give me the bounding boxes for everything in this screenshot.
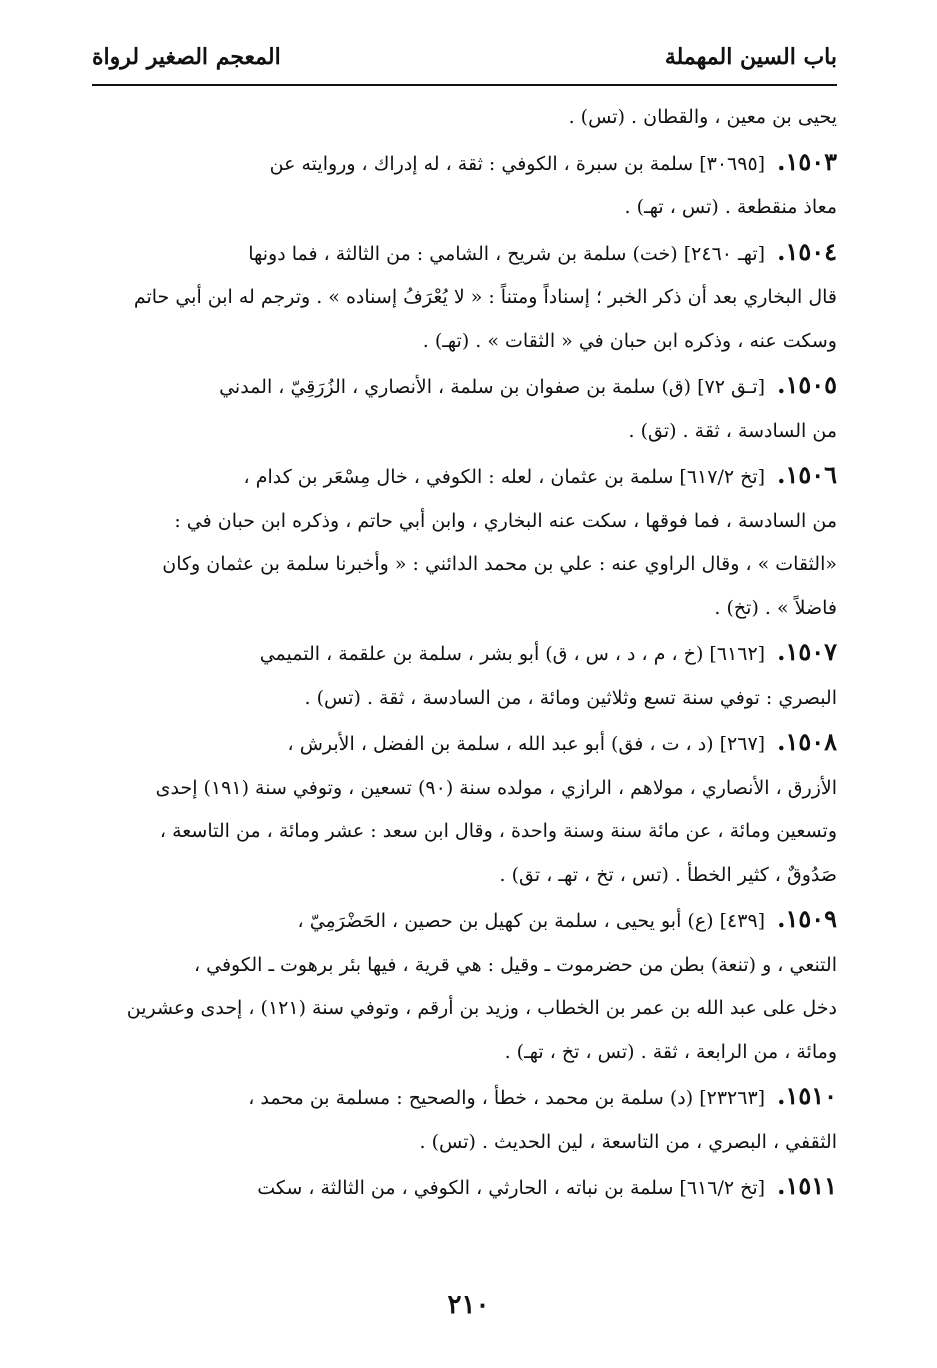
entry-1511 [96,1164,837,1211]
chapter-title: باب السين المهملة [664,44,837,70]
entry-number: ١٥٠٥. [777,370,837,399]
text-line: من السادسة ، فما فوقها ، سكت عنه البخاري ، وابن أبي حاتم ، وذكره ابن حبان في : [174,509,837,532]
entry-number: ١٥١٠. [777,1081,837,1110]
text-line: [٢٣٢٦٣] (د) سلمة بن محمد ، خطأ ، والصحيح : مسلمة بن محمد ، [248,1087,766,1109]
text-line: من السادسة ، ثقة . (تق) . [628,419,837,442]
entry-1503 [96,140,837,187]
entry-number: ١٥٠٦. [777,460,837,489]
text-line: ومائة ، من الرابعة ، ثقة . (تس ، تخ ، تهـ) . [504,1040,837,1063]
text-line: [تهـ ٢٤٦٠] (خت) سلمة بن شريح ، الشامي : من الثالثة ، فما دونها [248,242,766,265]
text-line: [٦١٦٢] (خ ، م ، د ، س ، ق) أبو بشر ، سلمة بن علقمة ، التميمي [259,643,766,665]
entry-number: ١٥٠٩. [777,904,837,933]
text-line: [٤٣٩] (ع) أبو يحيى ، سلمة بن كهيل بن حصين ، الحَضْرَمِيّ ، [297,910,766,932]
entry-1504 [96,230,837,277]
text-line: [٣٠٦٩٥] سلمة بن سبرة ، الكوفي : ثقة ، له إدراك ، وروايته عن [269,152,766,175]
text-line: البصري : توفي سنة تسع وثلاثين ومائة ، من السادسة ، ثقة . (تس) . [304,686,837,709]
entry-1508 [96,720,837,767]
text-line: صَدُوقٌ ، كثير الخطأ . (تس ، تخ ، تهـ ، تق) . [499,863,837,886]
text-line: فاضلاً » . (تخ) . [714,596,837,619]
entry-1505 [96,363,837,410]
entry-number: ١٥٠٧. [777,637,837,666]
entry-1506 [96,453,837,500]
entry-number: ١٥٠٤. [777,236,837,266]
page-body [96,96,837,1211]
text-line: «الثقات » ، وقال الراوي عنه : علي بن محمد الدائني : « وأخبرنا سلمة بن عثمان وكان [162,553,837,575]
text-line: دخل على عبد الله بن عمر بن الخطاب ، وزيد بن أرقم ، وتوفي سنة (١٢١) ، إحدى وعشرين [126,997,837,1019]
text-line: وتسعين ومائة ، عن مائة سنة وسنة واحدة ، وقال ابن سعد : عشر ومائة ، من التاسعة ، [159,820,837,842]
entry-number: ١٥٠٣. [777,146,837,176]
text-line: الأزرق ، الأنصاري ، مولاهم ، الرازي ، مولده سنة (٩٠) تسعين ، وتوفي سنة (١٩١) إحدى [155,776,837,799]
book-title: المعجم الصغير لرواة [92,44,281,70]
text-line: يحيى بن معين ، والقطان . (تس) . [568,106,837,128]
entry-1507 [96,630,837,677]
text-line: التنعي ، و (تنعة) بطن من حضرموت ـ وقيل : هي قرية ، فيها بئر برهوت ـ الكوفي ، [193,953,837,976]
text-line: معاذ منقطعة . (تس ، تهـ) . [624,196,837,218]
text-line: [تـق ٧٢] (ق) سلمة بن صفوان بن سلمة ، الأنصاري ، الزُرَقِيّ ، المدني [219,376,766,398]
text-line: وسكت عنه ، وذكره ابن حبان في « الثقات » . (تهـ) . [422,329,837,352]
page-header [92,38,837,86]
entry-number: ١٥٠٨. [777,727,837,756]
entry-number: ١٥١١. [777,1171,837,1200]
text-line: [تخ ٦١٦/٢] سلمة بن نباته ، الحارثي ، الكوفي ، من الثالثة ، سكت [257,1177,766,1199]
text-line: [تخ ٦١٧/٢] سلمة بن عثمان ، لعله : الكوفي ، خال مِسْعَر بن كدام ، [243,466,766,488]
text-line: [٢٦٧] (د ، ت ، فق) أبو عبد الله ، سلمة بن الفضل ، الأبرش ، [287,733,766,755]
page-number: ٢١٠ [447,1290,490,1320]
text-line: الثقفي ، البصري ، من التاسعة ، لين الحديث . (تس) . [419,1130,837,1153]
entry-1509 [96,897,837,944]
text-line: قال البخاري بعد أن ذكر الخبر ؛ إسناداً ومتناً : « لا يُعْرَفُ إسناده » . وترجم له ابن أبي حاتم [133,286,837,308]
entry-1510 [96,1074,837,1121]
